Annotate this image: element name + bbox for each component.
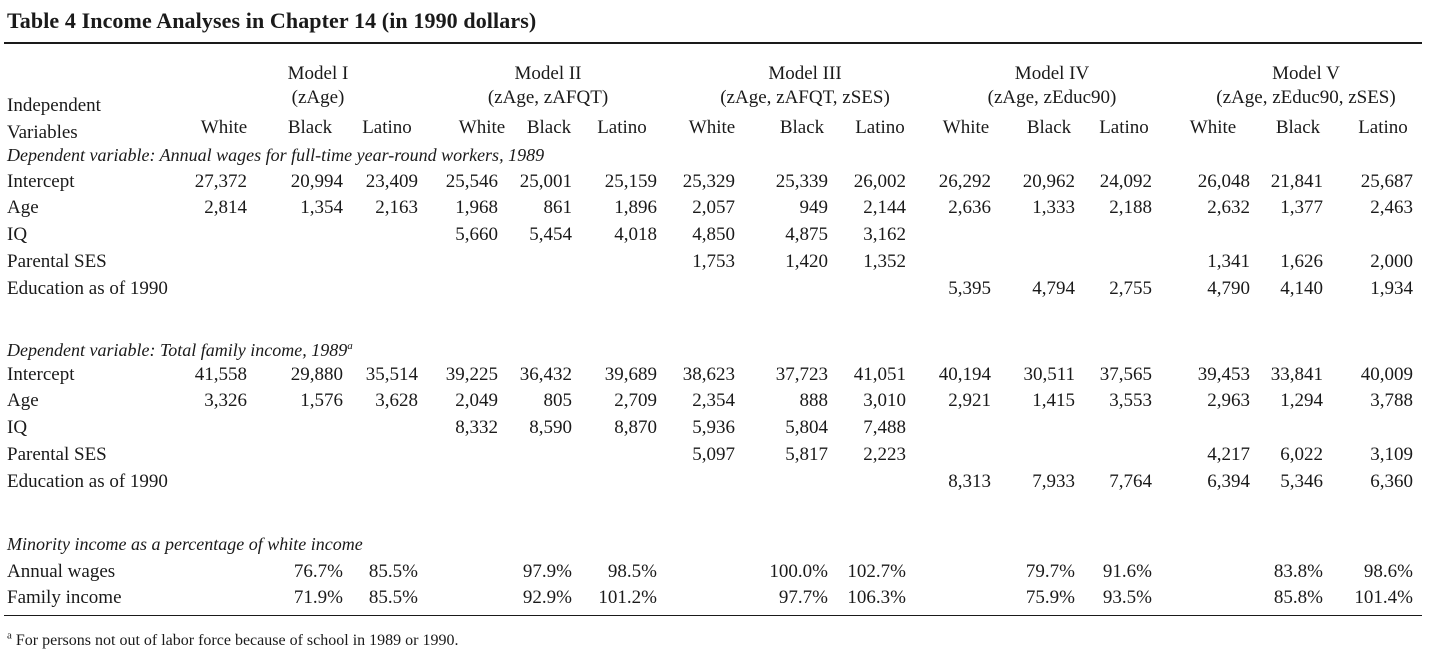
table-cell: 6,022 [1280, 444, 1323, 465]
table-cell: 40,194 [938, 364, 991, 385]
table-cell: 6,360 [1370, 471, 1413, 492]
group-header-white: White [458, 117, 506, 138]
table-cell: 26,048 [1197, 171, 1250, 192]
table-cell: 36,432 [519, 364, 572, 385]
page-title: Table 4 Income Analyses in Chapter 14 (in 1990 dollars) [7, 8, 537, 33]
row-label: Annual wages [7, 561, 116, 582]
table-cell: 2,163 [375, 197, 418, 218]
table-cell: 24,092 [1099, 171, 1152, 192]
table-cell: 8,590 [529, 417, 572, 438]
table-cell: 1,294 [1280, 390, 1323, 411]
table-cell: 4,018 [614, 224, 657, 245]
table-cell: 93.5% [1102, 587, 1152, 608]
table-cell: 79.7% [1025, 561, 1075, 582]
table-cell: 3,788 [1370, 390, 1413, 411]
table-cell: 25,546 [445, 171, 498, 192]
section-heading: Minority income as a percentage of white income [7, 534, 363, 554]
table-cell: 2,921 [948, 390, 991, 411]
table-cell: 5,454 [529, 224, 572, 245]
table-cell: 106.3% [847, 587, 906, 608]
table-cell: 2,463 [1370, 197, 1413, 218]
table-cell: 1,352 [863, 251, 906, 272]
row-label: Education as of 1990 [7, 278, 168, 299]
group-header-latino: Latino [1358, 117, 1408, 138]
table-cell: 1,377 [1280, 197, 1323, 218]
table-cell: 888 [799, 390, 828, 411]
group-header-black: Black [779, 117, 825, 138]
table-cell: 26,292 [938, 171, 991, 192]
table-cell: 27,372 [194, 171, 247, 192]
top-rule [4, 42, 1422, 44]
table-cell: 92.9% [522, 587, 572, 608]
table-cell: 2,709 [614, 390, 657, 411]
table-cell: 20,994 [290, 171, 343, 192]
table-cell: 4,217 [1207, 444, 1250, 465]
table-cell: 4,875 [785, 224, 828, 245]
table-cell: 98.6% [1363, 561, 1413, 582]
table-cell: 39,453 [1197, 364, 1250, 385]
table-cell: 33,841 [1270, 364, 1323, 385]
bottom-rule [4, 615, 1422, 616]
table-cell: 5,395 [948, 278, 991, 299]
group-header-white: White [942, 117, 990, 138]
table-cell: 97.9% [522, 561, 572, 582]
table-cell: 7,933 [1032, 471, 1075, 492]
model-name: Model III [768, 63, 842, 84]
table-cell: 2,049 [455, 390, 498, 411]
table-cell: 39,689 [604, 364, 657, 385]
table-cell: 2,963 [1207, 390, 1250, 411]
stub-header-line2: Variables [7, 122, 78, 143]
table-cell: 20,962 [1022, 171, 1075, 192]
table-cell: 39,225 [445, 364, 498, 385]
group-header-black: Black [1026, 117, 1072, 138]
footnote [7, 630, 458, 652]
footnote-marker: a [347, 340, 353, 352]
table-cell: 102.7% [847, 561, 906, 582]
row-label: IQ [7, 417, 28, 438]
group-header-latino: Latino [1099, 117, 1149, 138]
table-cell: 5,346 [1280, 471, 1323, 492]
row-label: Age [7, 197, 39, 218]
group-header-white: White [688, 117, 736, 138]
table-cell: 98.5% [607, 561, 657, 582]
row-label: Parental SES [7, 444, 107, 465]
table-cell: 30,511 [1023, 364, 1075, 385]
table-cell: 21,841 [1270, 171, 1323, 192]
table-cell: 2,057 [692, 197, 735, 218]
group-header-latino: Latino [597, 117, 647, 138]
table-cell: 76.7% [293, 561, 343, 582]
row-label: Intercept [7, 171, 75, 192]
table-cell: 2,000 [1370, 251, 1413, 272]
table-cell: 25,159 [604, 171, 657, 192]
table-cell: 25,329 [682, 171, 735, 192]
table-cell: 23,409 [365, 171, 418, 192]
table-cell: 949 [799, 197, 828, 218]
table-cell: 5,097 [692, 444, 735, 465]
table-cell: 75.9% [1025, 587, 1075, 608]
table-cell: 101.4% [1354, 587, 1413, 608]
group-header-white: White [200, 117, 248, 138]
model-vars: (zAge) [291, 87, 345, 108]
row-label: Parental SES [7, 251, 107, 272]
table-cell: 1,333 [1032, 197, 1075, 218]
table-cell: 8,313 [948, 471, 991, 492]
table-cell: 1,341 [1207, 251, 1250, 272]
table-cell: 2,755 [1109, 278, 1152, 299]
table-cell: 85.8% [1273, 587, 1323, 608]
model-vars: (zAge, zAFQT) [487, 87, 609, 108]
group-header-black: Black [526, 117, 572, 138]
group-header-latino: Latino [362, 117, 412, 138]
table-cell: 8,870 [614, 417, 657, 438]
table-cell: 7,488 [863, 417, 906, 438]
table-cell: 3,553 [1109, 390, 1152, 411]
table-cell: 85.5% [368, 587, 418, 608]
table-cell: 35,514 [365, 364, 418, 385]
table-cell: 1,934 [1370, 278, 1413, 299]
table-cell: 5,660 [455, 224, 498, 245]
stub-header-line1: Independent [7, 95, 101, 116]
table-cell: 83.8% [1273, 561, 1323, 582]
table-cell: 861 [543, 197, 572, 218]
table-cell: 25,001 [519, 171, 572, 192]
row-label: Family income [7, 587, 122, 608]
group-header-black: Black [1275, 117, 1321, 138]
table-cell: 5,804 [785, 417, 828, 438]
table-cell: 4,140 [1280, 278, 1323, 299]
table-cell: 91.6% [1102, 561, 1152, 582]
model-vars: (zAge, zEduc90) [987, 87, 1117, 108]
table-cell: 71.9% [293, 587, 343, 608]
model-name: Model I [287, 63, 349, 84]
footnote-mark: a [7, 629, 12, 642]
table-cell: 2,632 [1207, 197, 1250, 218]
table-cell: 3,109 [1370, 444, 1413, 465]
model-vars: (zAge, zAFQT, zSES) [720, 87, 890, 108]
table-cell: 38,623 [682, 364, 735, 385]
table-cell: 1,753 [692, 251, 735, 272]
table-cell: 1,354 [300, 197, 343, 218]
table-cell: 25,339 [775, 171, 828, 192]
section-heading: Dependent variable: Total family income, 1989$^a$ [7, 340, 353, 360]
table-cell: 1,626 [1280, 251, 1323, 272]
table-cell: 3,010 [863, 390, 906, 411]
table-cell: 4,790 [1207, 278, 1250, 299]
table-cell: 41,558 [194, 364, 247, 385]
table-cell: 41,051 [853, 364, 906, 385]
table-cell: 2,144 [863, 197, 906, 218]
table-cell: 5,936 [692, 417, 735, 438]
table-cell: 1,415 [1032, 390, 1075, 411]
table-cell: 2,188 [1109, 197, 1152, 218]
table-cell: 3,326 [204, 390, 247, 411]
section-heading: Dependent variable: Annual wages for full-time year-round workers, 1989 [7, 145, 545, 165]
model-name: Model IV [1014, 63, 1090, 84]
table-cell: 85.5% [368, 561, 418, 582]
row-label: IQ [7, 224, 28, 245]
table-cell: 1,420 [785, 251, 828, 272]
group-header-black: Black [287, 117, 333, 138]
table-cell: 97.7% [778, 587, 828, 608]
footnote-text: For persons not out of labor force because of school in 1989 or 1990. [11, 632, 459, 649]
table-cell: 5,817 [785, 444, 828, 465]
table-cell: 2,814 [204, 197, 247, 218]
model-name: Model V [1272, 63, 1340, 84]
table-cell: 2,636 [948, 197, 991, 218]
row-label: Education as of 1990 [7, 471, 168, 492]
row-label: Age [7, 390, 39, 411]
table-cell: 3,162 [863, 224, 906, 245]
table-cell: 2,354 [692, 390, 735, 411]
table-cell: 37,565 [1099, 364, 1152, 385]
group-header-white: White [1189, 117, 1237, 138]
table-cell: 7,764 [1109, 471, 1152, 492]
table-cell: 25,687 [1360, 171, 1413, 192]
group-header-latino: Latino [855, 117, 905, 138]
table-cell: 805 [543, 390, 572, 411]
table-cell: 37,723 [775, 364, 828, 385]
table-cell: 2,223 [863, 444, 906, 465]
table-cell: 6,394 [1207, 471, 1250, 492]
table-cell: 8,332 [455, 417, 498, 438]
table-cell: 1,968 [455, 197, 498, 218]
model-name: Model II [514, 63, 582, 84]
table-cell: 4,850 [692, 224, 735, 245]
table-cell: 100.0% [769, 561, 828, 582]
table-cell: 40,009 [1360, 364, 1413, 385]
table-cell: 26,002 [853, 171, 906, 192]
model-vars: (zAge, zEduc90, zSES) [1216, 87, 1396, 108]
table-cell: 3,628 [375, 390, 418, 411]
table-cell: 101.2% [598, 587, 657, 608]
table-cell: 1,576 [300, 390, 343, 411]
table-cell: 29,880 [290, 364, 343, 385]
table-cell: 4,794 [1032, 278, 1075, 299]
row-label: Intercept [7, 364, 75, 385]
table-cell: 1,896 [614, 197, 657, 218]
